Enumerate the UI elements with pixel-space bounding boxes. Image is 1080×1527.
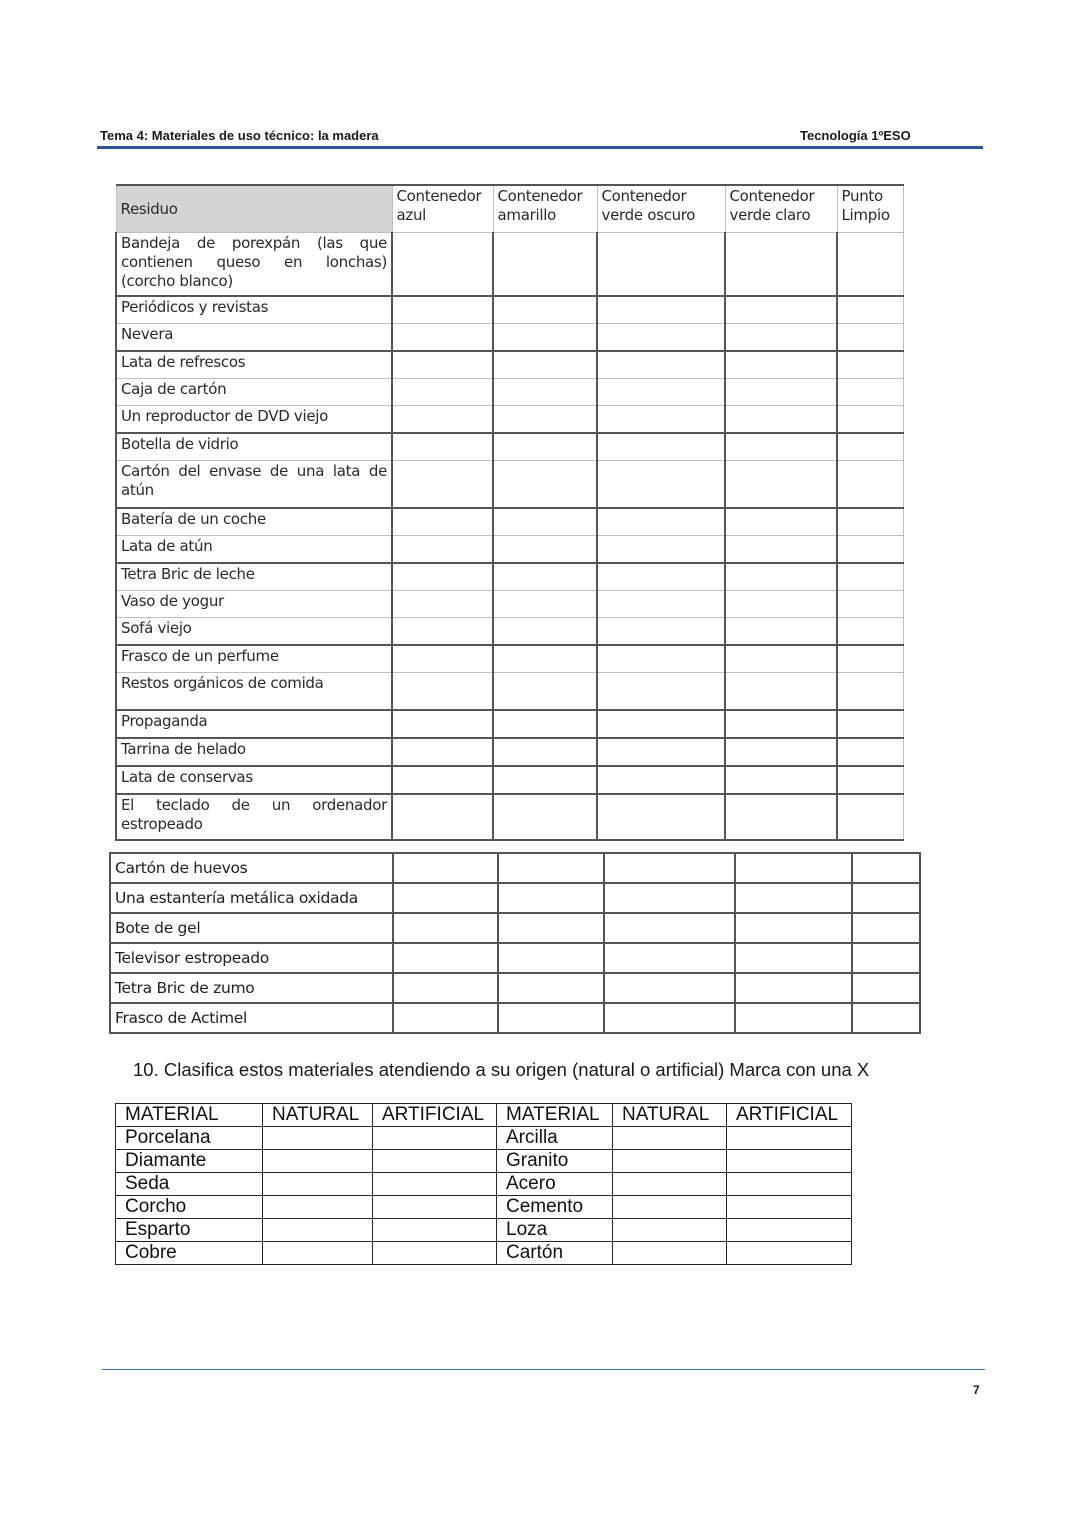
answer-cell[interactable] (725, 766, 837, 794)
answer-cell[interactable] (392, 645, 493, 673)
answer-cell[interactable] (597, 406, 725, 434)
answer-cell[interactable] (493, 710, 597, 738)
answer-cell[interactable] (613, 1196, 727, 1219)
table-row (116, 406, 903, 434)
answer-cell[interactable] (604, 883, 735, 913)
answer-cell[interactable] (837, 379, 903, 406)
answer-cell[interactable] (735, 973, 852, 1003)
header-subject: Tecnología 1ºESO (800, 128, 911, 143)
answer-cell[interactable] (837, 296, 903, 324)
table-row (116, 710, 903, 738)
page-number: 7 (973, 1383, 980, 1397)
answer-cell[interactable] (725, 794, 837, 840)
header-cell: MATERIAL (116, 1104, 263, 1127)
answer-cell[interactable] (837, 645, 903, 673)
answer-cell[interactable] (392, 766, 493, 794)
answer-cell[interactable] (725, 536, 837, 564)
residue-cell: Lata de refrescos (116, 351, 392, 379)
answer-cell[interactable] (392, 710, 493, 738)
answer-cell[interactable] (263, 1242, 373, 1265)
residue-cell: Caja de cartón (116, 379, 392, 406)
answer-cell[interactable] (837, 461, 903, 509)
answer-cell[interactable] (392, 794, 493, 840)
answer-cell[interactable] (613, 1242, 727, 1265)
answer-cell[interactable] (852, 883, 920, 913)
header-cell: Contenedor azul (392, 185, 493, 233)
answer-cell[interactable] (837, 233, 903, 297)
answer-cell[interactable] (373, 1219, 497, 1242)
material-cell: Esparto (116, 1219, 263, 1242)
answer-cell[interactable] (597, 536, 725, 564)
answer-cell[interactable] (604, 1003, 735, 1033)
material-cell: Cobre (116, 1242, 263, 1265)
table-row (110, 913, 920, 943)
answer-cell[interactable] (392, 379, 493, 406)
material-cell: Cartón (497, 1242, 613, 1265)
answer-cell[interactable] (837, 738, 903, 766)
answer-cell[interactable] (597, 379, 725, 406)
answer-cell[interactable] (597, 563, 725, 591)
answer-cell[interactable] (597, 673, 725, 711)
table-row (110, 1003, 920, 1033)
answer-cell[interactable] (727, 1242, 852, 1265)
answer-cell[interactable] (613, 1150, 727, 1173)
table-row (110, 943, 920, 973)
answer-cell[interactable] (725, 508, 837, 536)
answer-cell[interactable] (373, 1150, 497, 1173)
answer-cell[interactable] (735, 943, 852, 973)
answer-cell[interactable] (597, 738, 725, 766)
answer-cell[interactable] (727, 1219, 852, 1242)
residue-cell: Tarrina de helado (116, 738, 392, 766)
table-row (116, 766, 903, 794)
header-title: Tema 4: Materiales de uso técnico: la madera (100, 128, 379, 143)
table-row (116, 324, 903, 352)
table-row (110, 883, 920, 913)
answer-cell[interactable] (597, 794, 725, 840)
answer-cell[interactable] (725, 563, 837, 591)
answer-cell[interactable] (725, 461, 837, 509)
table-row (116, 461, 903, 509)
answer-cell[interactable] (613, 1127, 727, 1150)
answer-cell[interactable] (725, 324, 837, 352)
answer-cell[interactable] (613, 1173, 727, 1196)
answer-cell[interactable] (725, 379, 837, 406)
answer-cell[interactable] (493, 536, 597, 564)
answer-cell[interactable] (392, 508, 493, 536)
answer-cell[interactable] (498, 853, 604, 883)
answer-cell[interactable] (392, 351, 493, 379)
residue-cell: Botella de vidrio (116, 433, 392, 461)
answer-cell[interactable] (263, 1150, 373, 1173)
residue-cell: Tetra Bric de zumo (110, 973, 393, 1003)
residue-cell: Vaso de yogur (116, 591, 392, 618)
answer-cell[interactable] (392, 461, 493, 509)
answer-cell[interactable] (597, 618, 725, 646)
answer-cell[interactable] (727, 1173, 852, 1196)
answer-cell[interactable] (852, 853, 920, 883)
table-row (116, 296, 903, 324)
answer-cell[interactable] (498, 913, 604, 943)
residue-cell: Lata de atún (116, 536, 392, 564)
answer-cell[interactable] (852, 943, 920, 973)
answer-cell[interactable] (493, 508, 597, 536)
waste-classification-table-continued (109, 852, 921, 1034)
answer-cell[interactable] (493, 794, 597, 840)
answer-cell[interactable] (498, 973, 604, 1003)
answer-cell[interactable] (493, 618, 597, 646)
answer-cell[interactable] (725, 710, 837, 738)
waste-table-header (116, 185, 903, 233)
answer-cell[interactable] (725, 591, 837, 618)
answer-cell[interactable] (597, 324, 725, 352)
materials-origin-table (115, 1103, 852, 1265)
header-divider (97, 146, 983, 149)
material-cell: Cemento (497, 1196, 613, 1219)
residue-cell: Nevera (116, 324, 392, 352)
header-cell: Contenedor verde oscuro (597, 185, 725, 233)
residue-cell: Cartón del envase de una lata de atún (116, 461, 392, 509)
answer-cell[interactable] (392, 406, 493, 434)
header-cell: Contenedor amarillo (493, 185, 597, 233)
residue-cell: Periódicos y revistas (116, 296, 392, 324)
answer-cell[interactable] (493, 591, 597, 618)
header-cell: MATERIAL (497, 1104, 613, 1127)
answer-cell[interactable] (725, 645, 837, 673)
answer-cell[interactable] (597, 645, 725, 673)
material-cell: Seda (116, 1173, 263, 1196)
answer-cell[interactable] (393, 913, 498, 943)
answer-cell[interactable] (392, 536, 493, 564)
answer-cell[interactable] (392, 433, 493, 461)
materials-table-header (116, 1104, 852, 1127)
answer-cell[interactable] (837, 618, 903, 646)
table-row (116, 379, 903, 406)
answer-cell[interactable] (263, 1173, 373, 1196)
residue-cell: Frasco de Actimel (110, 1003, 393, 1033)
table-row (116, 738, 903, 766)
answer-cell[interactable] (727, 1150, 852, 1173)
residue-cell: Cartón de huevos (110, 853, 393, 883)
answer-cell[interactable] (392, 563, 493, 591)
answer-cell[interactable] (597, 710, 725, 738)
question-10-text: 10. Clasifica estos materiales atendiendo a su origen (natural o artificial) Marca con una X (133, 1059, 870, 1080)
answer-cell[interactable] (393, 973, 498, 1003)
answer-cell[interactable] (725, 351, 837, 379)
answer-cell[interactable] (498, 1003, 604, 1033)
answer-cell[interactable] (493, 233, 597, 297)
table-row (116, 1219, 852, 1242)
answer-cell[interactable] (837, 324, 903, 352)
answer-cell[interactable] (392, 618, 493, 646)
answer-cell[interactable] (837, 794, 903, 840)
answer-cell[interactable] (373, 1196, 497, 1219)
answer-cell[interactable] (837, 433, 903, 461)
table-row (116, 1173, 852, 1196)
answer-cell[interactable] (604, 943, 735, 973)
table-row (116, 508, 903, 536)
answer-cell[interactable] (597, 233, 725, 297)
material-cell: Granito (497, 1150, 613, 1173)
answer-cell[interactable] (373, 1242, 497, 1265)
table-row (116, 794, 903, 840)
residue-cell: Bote de gel (110, 913, 393, 943)
answer-cell[interactable] (597, 508, 725, 536)
answer-cell[interactable] (493, 433, 597, 461)
residue-cell: El teclado de un ordenador estropeado (116, 794, 392, 840)
residue-cell: Sofá viejo (116, 618, 392, 646)
answer-cell[interactable] (493, 324, 597, 352)
answer-cell[interactable] (493, 379, 597, 406)
answer-cell[interactable] (392, 673, 493, 711)
table-row (116, 563, 903, 591)
answer-cell[interactable] (725, 296, 837, 324)
answer-cell[interactable] (852, 1003, 920, 1033)
answer-cell[interactable] (735, 883, 852, 913)
answer-cell[interactable] (597, 591, 725, 618)
material-cell: Arcilla (497, 1127, 613, 1150)
residue-cell: Propaganda (116, 710, 392, 738)
answer-cell[interactable] (597, 461, 725, 509)
table-row (116, 591, 903, 618)
answer-cell[interactable] (393, 853, 498, 883)
answer-cell[interactable] (725, 618, 837, 646)
answer-cell[interactable] (837, 673, 903, 711)
answer-cell[interactable] (837, 536, 903, 564)
answer-cell[interactable] (392, 324, 493, 352)
table-row (116, 433, 903, 461)
header-cell: ARTIFICIAL (373, 1104, 497, 1127)
residue-cell: Una estantería metálica oxidada (110, 883, 393, 913)
answer-cell[interactable] (493, 461, 597, 509)
table-row (116, 351, 903, 379)
residue-cell: Restos orgánicos de comida (116, 673, 392, 711)
material-cell: Acero (497, 1173, 613, 1196)
answer-cell[interactable] (852, 913, 920, 943)
answer-cell[interactable] (393, 943, 498, 973)
answer-cell[interactable] (852, 973, 920, 1003)
answer-cell[interactable] (604, 853, 735, 883)
header-cell: NATURAL (613, 1104, 727, 1127)
residue-cell: Televisor estropeado (110, 943, 393, 973)
answer-cell[interactable] (392, 233, 493, 297)
table-row (116, 1150, 852, 1173)
header-cell: Punto Limpio (837, 185, 903, 233)
answer-cell[interactable] (597, 433, 725, 461)
answer-cell[interactable] (613, 1219, 727, 1242)
table-row (116, 233, 903, 297)
answer-cell[interactable] (837, 591, 903, 618)
header-cell: ARTIFICIAL (727, 1104, 852, 1127)
header-cell: NATURAL (263, 1104, 373, 1127)
answer-cell[interactable] (493, 563, 597, 591)
answer-cell[interactable] (597, 296, 725, 324)
answer-cell[interactable] (735, 913, 852, 943)
residue-cell: Frasco de un perfume (116, 645, 392, 673)
answer-cell[interactable] (392, 591, 493, 618)
residue-cell: Tetra Bric de leche (116, 563, 392, 591)
table-row (116, 618, 903, 646)
residue-cell: Un reproductor de DVD viejo (116, 406, 392, 434)
table-row (116, 673, 903, 711)
answer-cell[interactable] (604, 913, 735, 943)
answer-cell[interactable] (393, 883, 498, 913)
answer-cell[interactable] (263, 1127, 373, 1150)
answer-cell[interactable] (498, 943, 604, 973)
answer-cell[interactable] (493, 673, 597, 711)
table-row (116, 1242, 852, 1265)
answer-cell[interactable] (263, 1219, 373, 1242)
header-cell: Contenedor verde claro (725, 185, 837, 233)
answer-cell[interactable] (604, 973, 735, 1003)
table-row (116, 1127, 852, 1150)
answer-cell[interactable] (725, 406, 837, 434)
answer-cell[interactable] (493, 766, 597, 794)
answer-cell[interactable] (725, 433, 837, 461)
answer-cell[interactable] (493, 645, 597, 673)
answer-cell[interactable] (837, 351, 903, 379)
answer-cell[interactable] (837, 563, 903, 591)
answer-cell[interactable] (493, 296, 597, 324)
residue-cell: Lata de conservas (116, 766, 392, 794)
answer-cell[interactable] (837, 406, 903, 434)
table-row (116, 536, 903, 564)
answer-cell[interactable] (727, 1127, 852, 1150)
table-row (116, 1196, 852, 1219)
answer-cell[interactable] (393, 1003, 498, 1033)
footer-divider (102, 1369, 985, 1370)
answer-cell[interactable] (735, 1003, 852, 1033)
residue-cell: Batería de un coche (116, 508, 392, 536)
table-row (110, 853, 920, 883)
answer-cell[interactable] (837, 710, 903, 738)
residue-cell: Bandeja de porexpán (las que contienen queso en lonchas) (corcho blanco) (116, 233, 392, 297)
answer-cell[interactable] (263, 1196, 373, 1219)
answer-cell[interactable] (725, 233, 837, 297)
material-cell: Diamante (116, 1150, 263, 1173)
answer-cell[interactable] (597, 766, 725, 794)
material-cell: Corcho (116, 1196, 263, 1219)
answer-cell[interactable] (373, 1173, 497, 1196)
answer-cell[interactable] (493, 738, 597, 766)
answer-cell[interactable] (725, 738, 837, 766)
table-row (116, 645, 903, 673)
answer-cell[interactable] (392, 738, 493, 766)
material-cell: Porcelana (116, 1127, 263, 1150)
answer-cell[interactable] (498, 883, 604, 913)
answer-cell[interactable] (727, 1196, 852, 1219)
answer-cell[interactable] (493, 406, 597, 434)
answer-cell[interactable] (597, 351, 725, 379)
answer-cell[interactable] (392, 296, 493, 324)
header-cell: Residuo (116, 185, 392, 233)
waste-classification-table (115, 184, 904, 841)
answer-cell[interactable] (493, 351, 597, 379)
answer-cell[interactable] (725, 673, 837, 711)
answer-cell[interactable] (735, 853, 852, 883)
answer-cell[interactable] (373, 1127, 497, 1150)
table-row (110, 973, 920, 1003)
material-cell: Loza (497, 1219, 613, 1242)
answer-cell[interactable] (837, 766, 903, 794)
answer-cell[interactable] (837, 508, 903, 536)
